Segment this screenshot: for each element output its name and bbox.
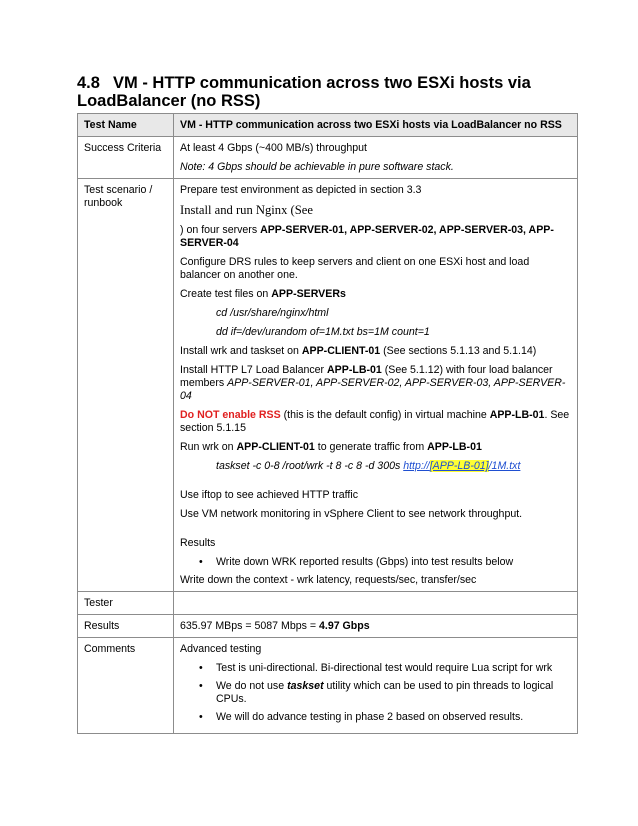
- step-rss: [180, 409, 571, 435]
- step-create-files: [180, 288, 571, 301]
- rss-vm: APP-LB-01: [489, 409, 545, 421]
- wrk-client: APP-CLIENT-01: [301, 345, 381, 357]
- results-gbps: 4.97 Gbps: [319, 620, 370, 632]
- step-servers: [180, 224, 571, 250]
- results-heading: Results: [180, 537, 216, 549]
- section-heading: [77, 74, 557, 110]
- test-name-label: Test Name: [78, 114, 174, 137]
- spacer: [180, 479, 571, 489]
- bullet2-taskset: taskset: [287, 680, 324, 692]
- step-vm-network: Use VM network monitoring in vSphere Client to see network throughput.: [180, 508, 523, 520]
- step-drs: Configure DRS rules to keep servers and client on one ESXi host and load balancer on another one.: [180, 256, 530, 281]
- step-run-wrk: [180, 441, 571, 454]
- list-item: [216, 680, 571, 706]
- test-case-table: [77, 113, 578, 734]
- comments-intro: Advanced testing: [180, 643, 262, 655]
- results-value: [174, 615, 578, 638]
- lb-name: APP-LB-01: [327, 364, 382, 376]
- comments-label: Comments: [78, 638, 174, 734]
- table-row-success-criteria: [78, 137, 578, 179]
- step-install-lb: [180, 364, 571, 403]
- step-install-wrk: [180, 345, 571, 358]
- create-prefix: Create test files on: [180, 288, 272, 300]
- test-name-value: VM - HTTP communication across two ESXi hosts via LoadBalancer no RSS: [174, 114, 578, 137]
- table-row-tester: [78, 592, 578, 615]
- servers-list: APP-SERVER-01, APP-SERVER-02, APP-SERVER-03, APP-SERVER-04: [180, 224, 554, 249]
- run-prefix: Run wrk on: [180, 441, 237, 453]
- rss-suffix: . See section 5.1.15: [180, 409, 570, 434]
- url-path: /1M.txt: [488, 460, 521, 472]
- test-scenario-value: [174, 179, 578, 592]
- step-context: Write down the context - wrk latency, requests/sec, transfer/sec: [180, 574, 477, 586]
- taskset-command: taskset -c 0-8 /root/wrk -t 8 -c 8 -d 300s: [216, 460, 404, 472]
- url-scheme: http://: [403, 460, 430, 472]
- list-item: • We will do advance testing in phase 2 based on observed results.: [216, 711, 571, 724]
- spacer: [180, 527, 571, 537]
- target-url-link[interactable]: [403, 460, 520, 472]
- table-row-test-scenario: [78, 179, 578, 592]
- rss-warning: Do NOT enable RSS: [180, 409, 281, 421]
- section-title: VM - HTTP communication across two ESXi hosts via LoadBalancer (no RSS): [77, 74, 531, 110]
- run-lb: APP-LB-01: [427, 441, 482, 453]
- step-install-nginx: Install and run Nginx (See: [180, 203, 313, 217]
- success-criteria-line: At least 4 Gbps (~400 MB/s) throughput: [180, 142, 367, 154]
- lb-middle: (See 5.1.12) with four load balancer members: [180, 364, 553, 389]
- success-criteria-note: Note: 4 Gbps should be achievable in pure software stack.: [180, 161, 454, 173]
- lb-prefix: Install HTTP L7 Load Balancer: [180, 364, 328, 376]
- command-taskset: [180, 460, 571, 473]
- comments-value: [174, 638, 578, 734]
- results-list: [180, 556, 571, 569]
- comments-list: [180, 662, 571, 724]
- table-row-results: [78, 615, 578, 638]
- section-number: 4.8: [77, 74, 100, 92]
- lb-members: APP-SERVER-01, APP-SERVER-02, APP-SERVER-03, APP-SERVER-04: [180, 377, 566, 402]
- bullet2-prefix: We do not use: [216, 680, 288, 692]
- table-row-comments: [78, 638, 578, 734]
- list-item: • Test is uni-directional. Bi-directional test would require Lua script for wrk: [216, 662, 571, 675]
- wrk-prefix: Install wrk and taskset on: [180, 345, 302, 357]
- list-item: • Write down WRK reported results (Gbps) into test results below: [216, 556, 571, 569]
- tester-value: [174, 592, 578, 615]
- run-middle: to generate traffic from: [314, 441, 428, 453]
- test-scenario-label: Test scenario / runbook: [78, 179, 174, 592]
- command-cd: cd /usr/share/nginx/html: [216, 307, 329, 319]
- bullet2-suffix: utility which can be used to pin threads to logical CPUs.: [216, 680, 554, 705]
- create-target: APP-SERVERs: [271, 288, 346, 300]
- run-client: APP-CLIENT-01: [236, 441, 315, 453]
- results-prefix: 635.97 MBps = 5087 Mbps =: [180, 620, 319, 632]
- rss-middle: (this is the default config) in virtual machine: [280, 409, 490, 421]
- table-row-test-name: [78, 114, 578, 137]
- results-label: Results: [78, 615, 174, 638]
- command-dd: dd if=/dev/urandom of=1M.txt bs=1M count=1: [216, 326, 430, 338]
- url-host-placeholder: [APP-LB-01]: [429, 460, 489, 472]
- wrk-suffix: (See sections 5.1.13 and 5.1.14): [380, 345, 537, 357]
- success-criteria-value: [174, 137, 578, 179]
- servers-prefix: ) on four servers: [180, 224, 261, 236]
- step-iftop: Use iftop to see achieved HTTP traffic: [180, 489, 359, 501]
- step-prepare: Prepare test environment as depicted in section 3.3: [180, 184, 422, 196]
- success-criteria-label: Success Criteria: [78, 137, 174, 179]
- tester-label: Tester: [78, 592, 174, 615]
